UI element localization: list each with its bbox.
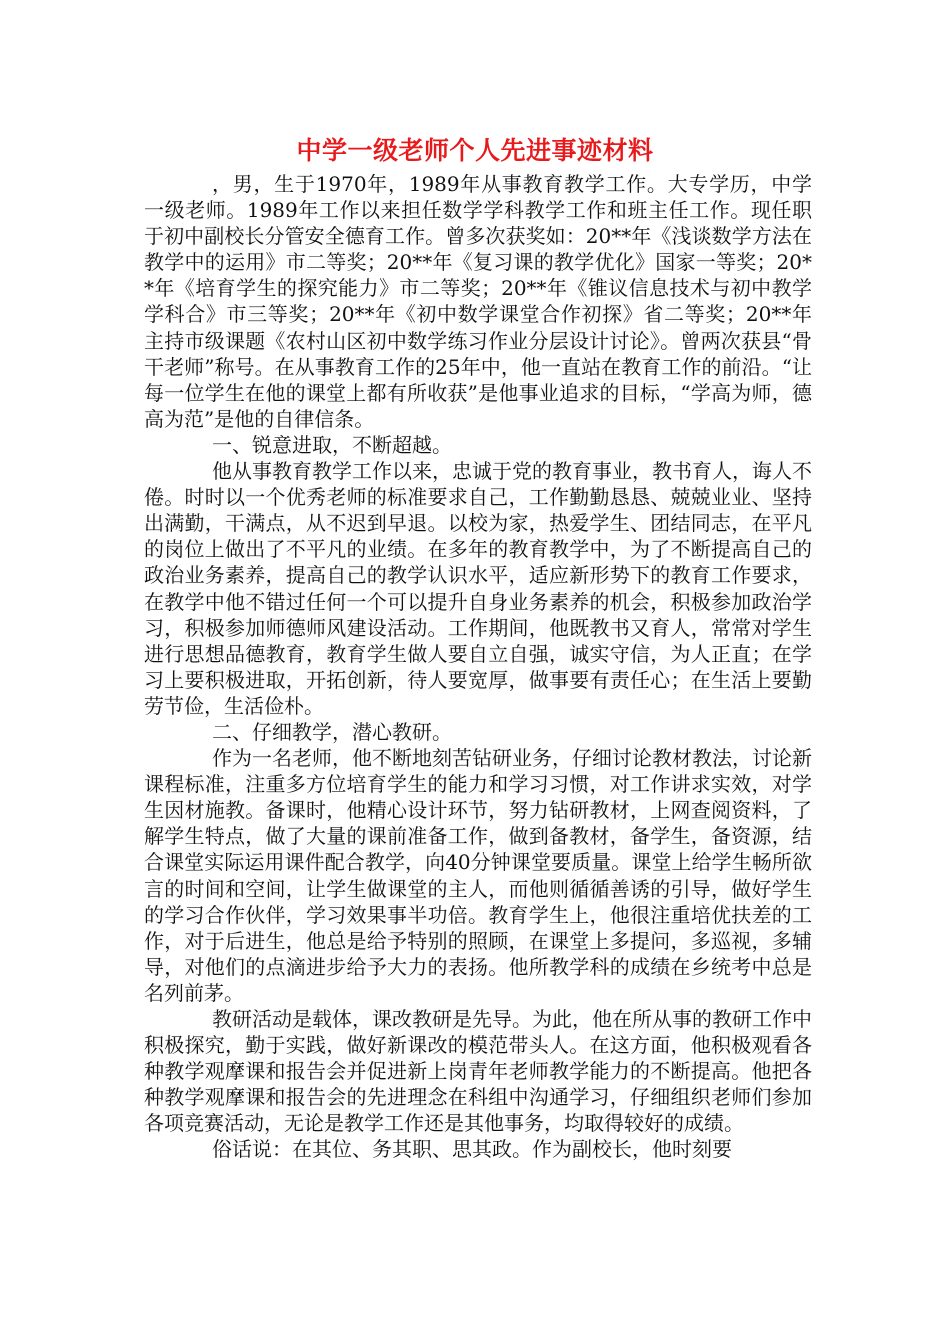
paragraph-teaching-research: 教研活动是载体，课改教研是先导。为此，他在所从事的教研工作中积极探究，勤于实践，做好新课改的模范带头人。在这方面，他积极观看各种教学观摩课和报告会并促进新上岗青年老师教学能力的不断提高。他把各种教学观摩课和报告会的先进理念在科组中沟通学习，仔细组织老师们参加各项竞赛活动，无论是教学工作还是其他事务，均取得较好的成绩。 [144, 1007, 812, 1136]
document-title: 中学一级老师个人先进事迹材料 [296, 136, 654, 165]
section-heading-1: 一、锐意进取，不断超越。 [212, 432, 452, 457]
paragraph-closing: 俗话说：在其位、务其职、思其政。作为副校长，他时刻要 [212, 1137, 732, 1162]
paragraph-intro: ，男，生于1970年，1989年从事教育教学工作。大专学历，中学一级老师。1989年工作以来担任数学学科教学工作和班主任工作。现任职于初中副校长分管安全德育工作。曾多次获奖如：20**年《浅谈数学方法在教学中的运用》市二等奖；20**年《复习课的教学优化》国家一等奖；20**年《培育学生的探究能力》市二等奖；20**年《锥议信息技术与初中教学学科合》市三等奖；20**年《初中数学课堂合作初探》省二等奖；20**年主持市级课题《农村山区初中数学练习作业分层设计讨论》。曾两次获县“骨干老师”称号。在从事教育工作的25年中，他一直站在教育工作的前沿。“让每一位学生在他的课堂上都有所收获”是他事业追求的目标，“学高为师，德高为范”是他的自律信条。 [144, 172, 812, 431]
document-body [144, 171, 812, 1163]
paragraph-section-2: 作为一名老师，他不断地刻苦钻研业务，仔细讨论教材教法，讨论新课程标准，注重多方位培育学生的能力和学习习惯，对工作讲求实效，对学生因材施教。备课时，他精心设计环节，努力钻研教材，上网查阅资料，了解学生特点，做了大量的课前准备工作，做到备教材，备学生，备资源，结合课堂实际运用课件配合教学，向40分钟课堂要质量。课堂上给学生畅所欲言的时间和空间，让学生做课堂的主人，而他则循循善诱的引导，做好学生的学习合作伙伴，学习效果事半功倍。教育学生上，他很注重培优扶差的工作，对于后进生，他总是给予特别的照顾，在课堂上多提问，多巡视，多辅导，对他们的点滴进步给予大力的表扬。他所教学科的成绩在乡统考中总是名列前茅。 [144, 746, 812, 1005]
paragraph-section-1: 他从事教育教学工作以来，忠诚于党的教育事业，教书育人，诲人不倦。时时以一个优秀老师的标准要求自己，工作勤勤恳恳、兢兢业业、坚持出满勤，干满点，从不迟到早退。以校为家，热爱学生、团结同志，在平凡的岗位上做出了不平凡的业绩。在多年的教育教学中，为了不断提高自己的政治业务素养，提高自己的教学认识水平，适应新形势下的教育工作要求，在教学中他不错过任何一个可以提升自身业务素养的机会，积极参加政治学习，积极参加师德师风建设活动。工作期间，他既教书又育人，常常对学生进行思想品德教育，教育学生做人要自立自强，诚实守信，为人正直；在学习上要积极进取，开拓创新，待人要宽厚，做事要有责任心；在生活上要勤劳节俭，生活俭朴。 [144, 459, 812, 718]
section-heading-2: 二、仔细教学，潜心教研。 [212, 719, 452, 744]
